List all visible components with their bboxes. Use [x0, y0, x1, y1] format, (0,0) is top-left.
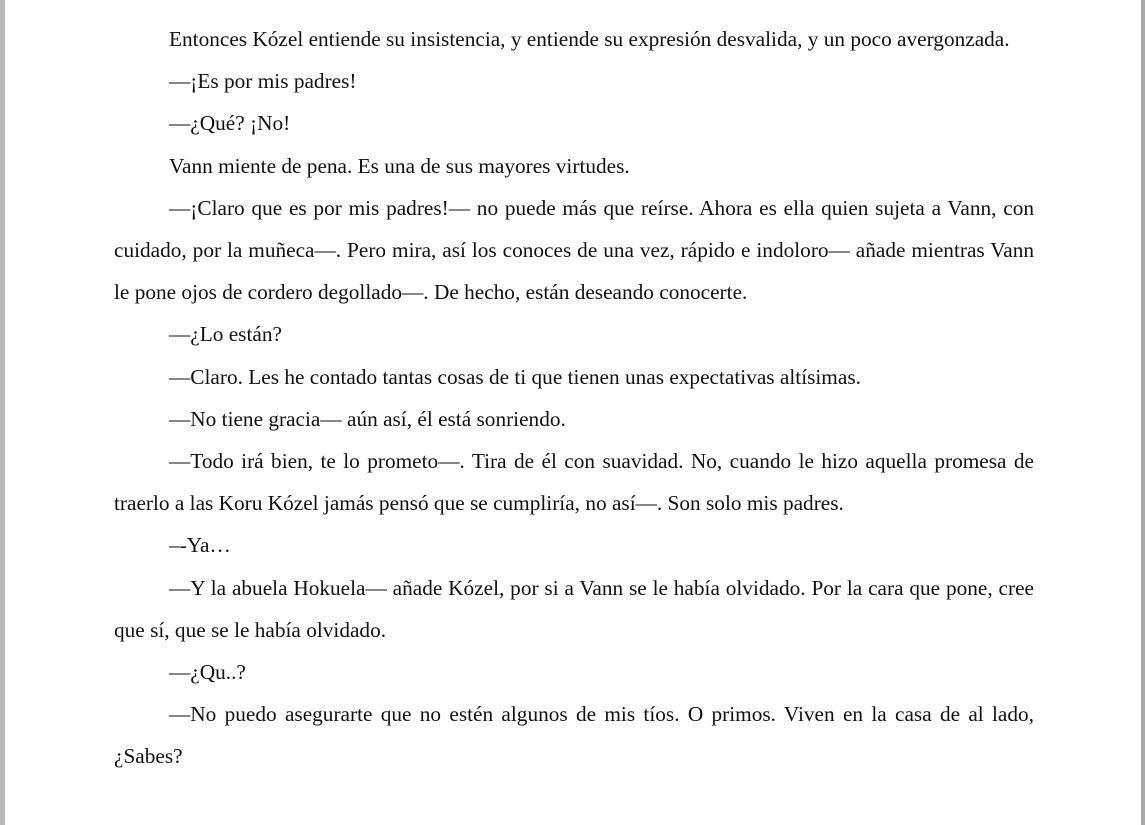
paragraph: Vann miente de pena. Es una de sus mayores virtudes. [169, 153, 630, 178]
paragraph: —No tiene gracia— aún así, él está sonriendo. [169, 406, 566, 431]
viewer-right-border [1141, 0, 1145, 825]
paragraph: –-Ya… [169, 533, 231, 558]
paragraph: —Claro. Les he contado tantas cosas de ti que tienen unas expectativas altísimas. [169, 364, 861, 389]
paragraph: —No puedo asegurarte que no estén algunos de mis tíos. O primos. Viven en la casa de al lado, ¿Sabes? [114, 702, 1034, 769]
paragraph: —Todo irá bien, te lo prometo—. Tira de él con suavidad. No, cuando le hizo aquella promesa de traerlo a las Koru Kózel jamás pensó que se cumpliría, no así—. Son solo mis padres. [114, 449, 1034, 516]
paragraph: —Y la abuela Hokuela— añade Kózel, por si a Vann se le había olvidado. Por la cara que pone, cree que sí, que se le había olvidado. [114, 575, 1034, 642]
paragraph: —¡Es por mis padres! [169, 69, 357, 94]
viewer-left-border [0, 0, 5, 825]
paragraph: —¿Lo están? [169, 322, 282, 347]
paragraph: —¿Qué? ¡No! [169, 111, 291, 136]
paragraph: —¡Claro que es por mis padres!— no puede más que reírse. Ahora es ella quien sujeta a Vann, con cuidado, por la muñeca—. Pero mira, así los conoces de una vez, rápido e indoloro— añade mientras Vann le pone ojos de cordero degollado—. De hecho, están deseando conocerte. [114, 195, 1034, 305]
document-page [114, 18, 1034, 778]
paragraph: —¿Qu..? [169, 660, 246, 685]
paragraph: Entonces Kózel entiende su insistencia, y entiende su expresión desvalida, y un poco avergonzada. [169, 27, 1010, 51]
